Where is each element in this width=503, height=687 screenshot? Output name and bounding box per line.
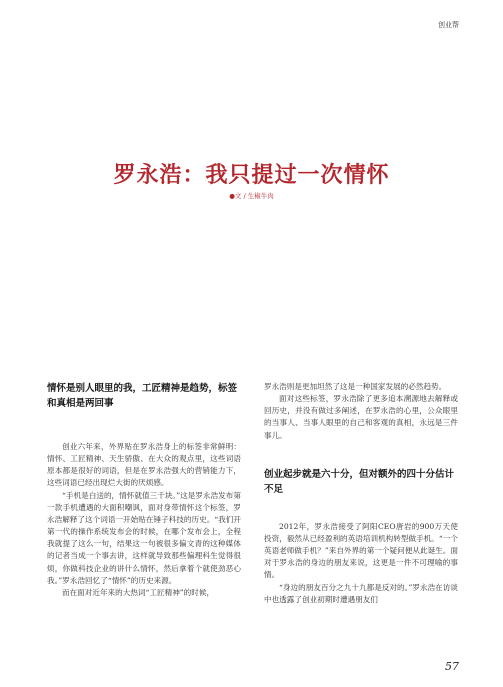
article-byline: ●文 / 生椒牛肉 xyxy=(229,192,274,200)
paragraph: 创业六年来，外界贴在罗永浩身上的标签非常鲜明：情怀、工匠精神、天生骄傲、在大众的观点里，这些词语原本都是很好的词语，但是在罗永浩强大的营销能力下，这些词语已经出现烂大街的厌烦感。 xyxy=(47,442,241,488)
paragraph: 而在面对近年来的大热词“工匠精神”的时候， xyxy=(62,587,215,597)
paragraph: 面对这些标签，罗永浩除了更多追本溯源地去解释或回历史，并没有做过多阐述，在罗永浩的心里，公众眼里的当事人、当事人眼里的自己和客观的真相，永远是三件事儿。 xyxy=(264,394,458,440)
paragraph: “手机是白送的，情怀就值三千块。”这是罗永浩发布第一款手机遭遇的大面积嘲讽，面对身带情怀这个标签，罗永浩解释了这个词语一开始贴在锤子科技的历史。“我们开第一代的操作系统发布会的时候，在哪个发布会上，全程我就提了这么一句，结果这一句被很多偏文青的这种媒体的记者当成一个事去讲，这样就导致那些偏理科生觉得很烦，你做科技企业的讲什么情怀，然后拿着个就使劲恶心我。”罗永浩回忆了“情怀”的历史来源。 xyxy=(47,490,241,585)
right-column xyxy=(264,381,458,606)
article-title: 罗永浩：我只提过一次情怀 xyxy=(113,162,390,188)
paragraph: 2012年，罗永浩接受了阿阳CEO唐岩的900万天使投资，毅然从已经盈利的英语培训机构转型做手机。“一个英语老师做手机？”来自外界的第一个疑问便从此诞生。面对于罗永浩的身边的朋友来说，这更是一件不可理喻的事情。 xyxy=(264,521,458,580)
section-heading-1: 情怀是别人眼里的我，工匠精神是趋势，标签和真相是两回事 xyxy=(47,383,238,409)
left-column xyxy=(47,381,241,599)
section-tag: 创业帮 xyxy=(438,21,459,29)
paragraph: “身边的朋友百分之九十九都是反对的。”罗永浩在访谈中也透露了创业初期时遭遇朋友们 xyxy=(264,582,458,604)
section-heading-2: 创业起步就是六十分，但对额外的四十分估计不足 xyxy=(264,468,455,495)
page-number: 57 xyxy=(445,660,459,673)
paragraph: 罗永浩则是更加坦然了这是一种国家发展的必然趋势。 xyxy=(264,382,447,391)
